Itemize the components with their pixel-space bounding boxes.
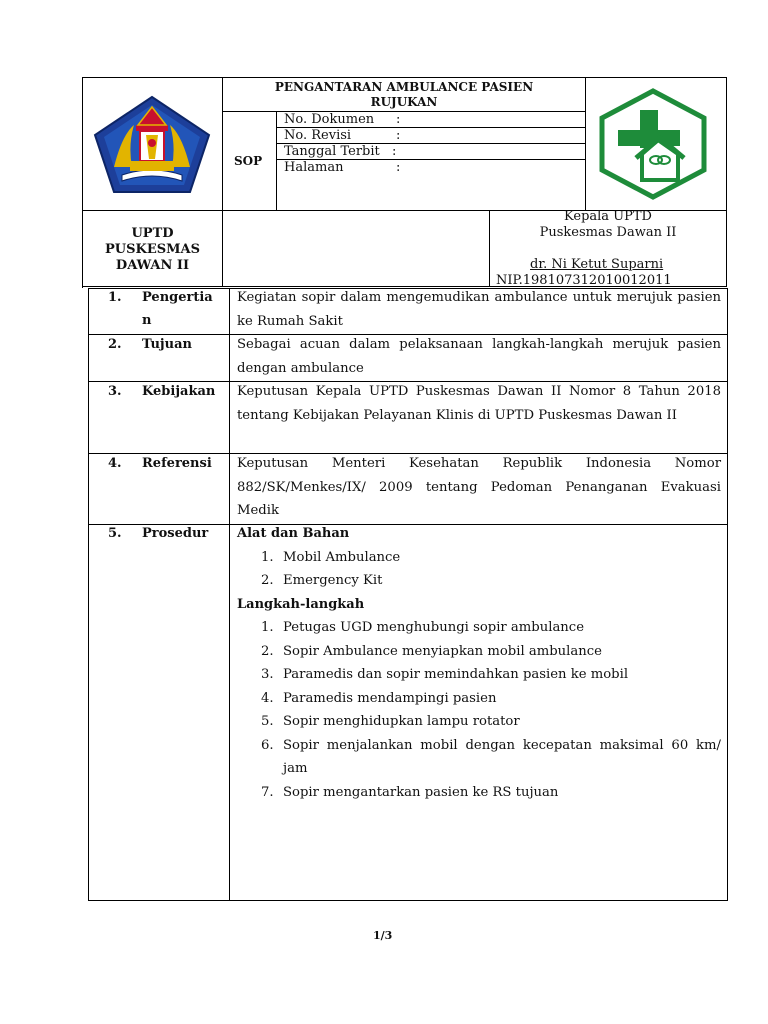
section-number: 3. xyxy=(108,384,122,399)
steps-list xyxy=(237,616,721,804)
list-item: 1. Mobil Ambulance xyxy=(261,549,401,565)
list-item: 1. Petugas UGD menghubungi sopir ambulance xyxy=(261,620,584,635)
field-tanggal-terbit-label: Tanggal Terbit xyxy=(284,144,380,159)
document-title-line1: PENGANTARAN AMBULANCE PASIEN xyxy=(274,80,534,94)
list-item: 4. Paramedis mendampingi pasien xyxy=(261,690,497,706)
list-item: 2. Emergency Kit xyxy=(261,573,383,588)
org-name-line1: UPTD xyxy=(131,226,174,241)
tools-heading: Alat dan Bahan xyxy=(237,526,350,541)
section-label: Pengertia xyxy=(142,290,213,305)
list-item: 7. Sopir mengantarkan pasien ke RS tujuan xyxy=(261,784,559,800)
field-no-dokumen-sep: : xyxy=(396,112,401,127)
section-label: Tujuan xyxy=(142,337,192,352)
list-item: 6. Sopir menjalankan mobil dengan kecepatan maksimal 60 km/ jam xyxy=(261,737,721,776)
section-number: 5. xyxy=(108,526,122,541)
section-text: Keputusan Kepala UPTD Puskesmas Dawan II Nomor 8 Tahun 2018 tentang Kebijakan Pelayanan Klinis di UPTD Puskesmas Dawan II xyxy=(237,384,721,423)
list-item: 5. Sopir menghidupkan lampu rotator xyxy=(261,714,520,729)
section-text: Sebagai acuan dalam pelaksanaan langkah-langkah merujuk pasien dengan ambulance xyxy=(237,337,721,376)
section-label-wrap: n xyxy=(142,313,152,328)
org-name-line3: DAWAN II xyxy=(115,258,190,273)
sop-label: SOP xyxy=(234,154,263,168)
signer-nip: NIP.198107312010012011 xyxy=(496,273,672,288)
section-label: Prosedur xyxy=(142,526,209,541)
field-no-dokumen-label: No. Dokumen xyxy=(284,112,375,127)
field-tanggal-terbit-sep: : xyxy=(392,144,397,159)
signer-name: dr. Ni Ketut Suparni xyxy=(530,257,664,272)
list-item: 2. Sopir Ambulance menyiapkan mobil ambulance xyxy=(261,643,602,659)
field-no-revisi-label: No. Revisi xyxy=(284,128,352,143)
document-title-line2: RUJUKAN xyxy=(370,95,438,109)
tools-list xyxy=(237,546,721,593)
section-label: Referensi xyxy=(142,456,212,471)
section-label: Kebijakan xyxy=(142,384,216,399)
field-halaman-label: Halaman xyxy=(284,160,344,175)
page-number: 1/3 xyxy=(373,929,393,942)
bali-province-logo-icon xyxy=(92,95,212,195)
signer-title1: Kepala UPTD xyxy=(564,209,652,224)
list-item: 3. Paramedis dan sopir memindahkan pasien ke mobil xyxy=(261,667,629,682)
section-number: 4. xyxy=(108,456,122,471)
field-no-revisi-sep: : xyxy=(396,128,401,143)
section-text: Keputusan Menteri Kesehatan Republik Indonesia Nomor 882/SK/Menkes/IX/ 2009 tentang Pedoman Penanganan Evakuasi Medik xyxy=(237,456,721,518)
puskesmas-logo-icon xyxy=(596,88,710,200)
field-halaman-sep: : xyxy=(396,160,401,175)
section-text: Kegiatan sopir dalam mengemudikan ambulance untuk merujuk pasien ke Rumah Sakit xyxy=(237,290,721,329)
org-name-line2: PUSKESMAS xyxy=(105,242,200,257)
section-number: 2. xyxy=(108,337,122,352)
steps-heading: Langkah-langkah xyxy=(237,596,365,612)
section-number: 1. xyxy=(108,290,122,305)
signer-title2: Puskesmas Dawan II xyxy=(539,225,677,240)
